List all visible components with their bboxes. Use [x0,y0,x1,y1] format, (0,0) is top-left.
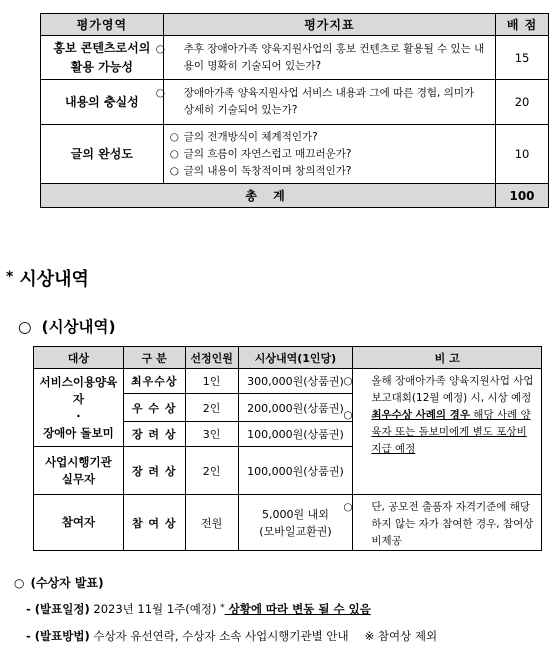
target-cell [34,447,124,495]
score-cell: 15 [496,36,549,80]
bullet-icon: ○ [169,147,179,160]
area-line: 활용 가능성 [70,59,133,74]
section-title [6,265,89,291]
prize-cell: 100,000원(상품권) [238,447,353,495]
note-emphasis: 최우수상 사례의 경우 [371,409,470,421]
bullet-icon: ○ [155,42,165,55]
bullet-icon: ○ [155,87,165,99]
area-line: 내용의 충실성 [65,94,139,109]
target-line: 장애아 돌보미 [43,425,114,440]
circle-bullet-icon: ○ [14,576,25,590]
section-title-text: 시상내역 [19,269,89,290]
method-value: 수상자 유선연락, 수상자 소속 사업시행기관별 안내 [89,629,349,643]
announcement-title: (수상자 발표) [30,576,104,590]
target-cell [34,495,124,551]
announcement-method [26,628,437,644]
kind-cell: 장 려 상 [123,447,185,495]
bullet-icon: ○ [343,501,353,513]
note-text: 올해 장애아가족 양육지원사업 사업보고대회(12월 예정) 시, 시상 예정 [371,375,534,404]
total-row [41,184,549,208]
note-cell [343,495,542,551]
table-header-row [34,347,542,369]
criteria-cell [155,80,495,125]
table-header-row [41,14,549,36]
kind-cell: 우 수 상 [123,394,185,422]
note-text: 해당 사례 양육자 또는 돌보미에게 별도 포상비 지급 예정 [371,409,531,455]
score-cell: 10 [496,125,549,184]
kind-cell: 참 여 상 [123,495,185,551]
subsection-title-text: (시상내역) [41,318,116,336]
criteria-cell [163,125,495,184]
area-line: 글의 완성도 [70,146,133,161]
area-cell [41,36,164,80]
header-criteria: 평가지표 [163,14,495,36]
criteria-text: 글의 전개방식이 체계적인가? [183,130,318,143]
count-cell: 3인 [185,422,238,447]
criteria-text: 글의 내용이 독창적이며 창의적인가? [183,164,352,177]
area-cell [41,125,164,184]
award-table [33,346,542,551]
header-target: 대상 [34,347,124,369]
target-line: 실무자 [61,471,96,486]
header-note: 비 고 [353,347,542,369]
bullet-icon: ○ [343,375,353,387]
table-row [41,36,549,80]
announcement-heading [14,574,104,591]
prize-cell [238,495,353,551]
target-cell [34,369,124,447]
announcement-date [26,601,371,617]
circle-bullet-icon: ○ [18,318,32,336]
prize-line: (모바일교환권) [259,524,332,538]
count-cell: 2인 [185,394,238,422]
asterisk-icon: * [6,269,14,285]
prize-cell: 200,000원(상품권) [238,394,353,422]
criteria-cell [155,36,495,80]
date-value: 2023년 11월 1주(예정) [89,602,221,616]
target-line: · [76,408,81,423]
prize-cell: 300,000원(상품권) [238,369,353,394]
target-line: 사업시행기관 [45,454,112,469]
note-text: 단, 공모전 출품자 자격기준에 해당하지 않는 자가 참여한 경우, 참여상 비제공 [371,501,534,547]
prize-cell: 100,000원(상품권) [238,422,353,447]
header-score: 배 점 [496,14,549,36]
table-row [34,495,542,551]
bullet-icon: ○ [343,409,353,421]
note-cell [343,369,542,495]
header-prize: 시상내역(1인당) [238,347,353,369]
date-label: - (발표일정) [26,602,90,616]
table-row [41,125,549,184]
header-area: 평가영역 [41,14,164,36]
count-cell: 전원 [185,495,238,551]
kind-cell: 장 려 상 [123,422,185,447]
header-count: 선정인원 [185,347,238,369]
total-label: 총 계 [41,184,496,208]
method-note: ※ 참여상 제외 [364,629,438,643]
total-score: 100 [496,184,549,208]
evaluation-table [40,13,549,208]
date-note: 상황에 따라 변동 될 수 있음 [224,602,371,616]
score-cell: 20 [496,80,549,125]
bullet-icon: ○ [169,130,179,143]
header-kind: 구 분 [123,347,185,369]
table-row [34,369,542,394]
count-cell: 1인 [185,369,238,394]
count-cell: 2인 [185,447,238,495]
subsection-title [18,315,116,337]
kind-cell: 최우수상 [123,369,185,394]
bullet-icon: ○ [169,164,179,177]
method-label: - (발표방법) [26,629,90,643]
area-line: 홍보 콘텐츠로서의 [53,40,151,55]
area-cell [41,80,164,125]
criteria-text: 장애아가족 양육지원사업 서비스 내용과 그에 따른 경험, 의미가 상세히 기술되어 있는가? [183,87,475,116]
star-icon: * [220,603,225,613]
target-line: 참여자 [61,515,96,529]
prize-line: 5,000원 내외 [262,507,329,521]
target-line: 서비스이용양육자 [39,374,118,406]
criteria-text: 추후 장애아가족 양육지원사업의 홍보 컨텐츠로 활용될 수 있는 내용이 명확히 기술되어 있는가? [183,42,485,72]
table-row [41,80,549,125]
criteria-text: 글의 흐름이 자연스럽고 매끄러운가? [183,147,352,160]
